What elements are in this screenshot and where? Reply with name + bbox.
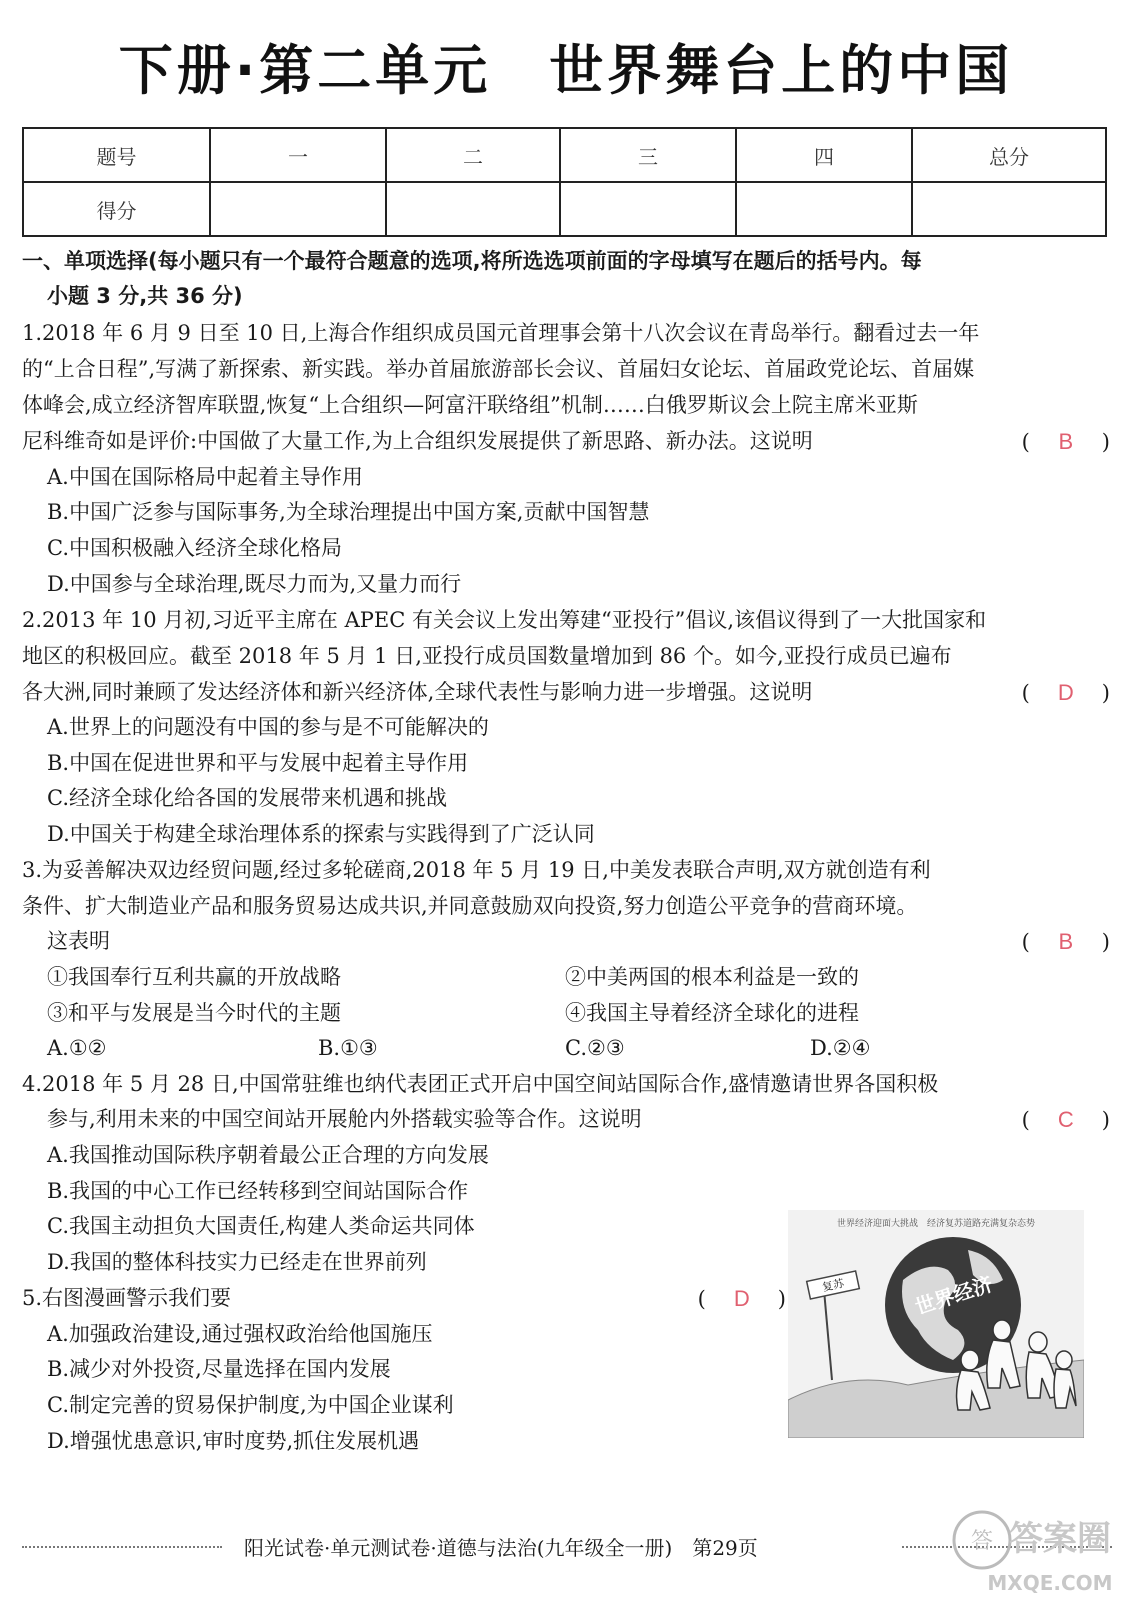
option: C.②③ bbox=[565, 1036, 625, 1060]
answer-letter: C bbox=[1057, 1107, 1074, 1132]
score-table-cell: 四 bbox=[736, 128, 912, 182]
option: D.中国参与全球治理,既尽力而为,又量力而行 bbox=[47, 572, 462, 596]
question-1-text: 体峰会,成立经济智库联盟,恢复“上合组织—阿富汗联络组”机制……白俄罗斯议会上院主席米亚斯 bbox=[22, 393, 918, 417]
svg-text:答: 答 bbox=[970, 1529, 994, 1554]
section-heading-cont: 小题 3 分,共 36 分) bbox=[47, 284, 243, 308]
answer-bracket: ( B ) bbox=[1022, 924, 1110, 960]
statement: ①我国奉行互利共赢的开放战略 bbox=[47, 965, 341, 989]
globe-label: 世界经济 bbox=[912, 1271, 996, 1320]
score-table-cell: 得分 bbox=[23, 182, 210, 236]
statement: ④我国主导着经济全球化的进程 bbox=[565, 1001, 859, 1025]
watermark-text: 答案圈 bbox=[1009, 1519, 1111, 1559]
option: C.我国主动担负大国责任,构建人类命运共同体 bbox=[47, 1214, 475, 1238]
score-table-score-row bbox=[23, 182, 1106, 236]
option: C.经济全球化给各国的发展带来机遇和挑战 bbox=[47, 786, 447, 810]
answer-bracket: ( B ) bbox=[1022, 424, 1110, 460]
option: B.减少对外投资,尽量选择在国内发展 bbox=[47, 1357, 391, 1381]
score-input-cell[interactable] bbox=[386, 182, 560, 236]
footer-divider bbox=[22, 1546, 222, 1548]
question-1-text: 1.2018 年 6 月 9 日至 10 日,上海合作组织成员国元首理事会第十八次会议在青岛举行。翻看过去一年 bbox=[22, 321, 980, 345]
option: A.中国在国际格局中起着主导作用 bbox=[47, 465, 363, 489]
question-4-text: 4.2018 年 5 月 28 日,中国常驻维也纳代表团正式开启中国空间站国际合作,盛情邀请世界各国积极 bbox=[22, 1072, 939, 1096]
answer-bracket: ( C ) bbox=[1022, 1102, 1110, 1138]
option: D.中国关于构建全球治理体系的探索与实践得到了广泛认同 bbox=[47, 822, 595, 846]
section-heading: 一、单项选择(每小题只有一个最符合题意的选项,将所选选项前面的字母填写在题后的括号内。每 bbox=[22, 249, 922, 273]
watermark-url: MXQE.COM bbox=[987, 1571, 1113, 1595]
option: C.中国积极融入经济全球化格局 bbox=[47, 536, 342, 560]
cartoon-caption: 世界经济迎面大挑战 经济复苏道路充满复杂态势 bbox=[836, 1219, 1036, 1229]
score-table-cell: 题号 bbox=[23, 128, 210, 182]
option: D.增强忧患意识,审时度势,抓住发展机遇 bbox=[47, 1429, 420, 1453]
score-input-cell[interactable] bbox=[560, 182, 736, 236]
question-2-text: 各大洲,同时兼顾了发达经济体和新兴经济体,全球代表性与影响力进一步增强。这说明 bbox=[22, 680, 813, 704]
statement: ③和平与发展是当今时代的主题 bbox=[47, 1001, 341, 1025]
answer-bracket: ( D ) bbox=[698, 1281, 786, 1317]
answer-letter: B bbox=[1058, 429, 1074, 454]
score-table-cell: 二 bbox=[386, 128, 560, 182]
score-table-cell: 三 bbox=[560, 128, 736, 182]
option: D.②④ bbox=[810, 1036, 871, 1060]
score-input-cell[interactable] bbox=[912, 182, 1106, 236]
option: B.①③ bbox=[318, 1036, 378, 1060]
cartoon-illustration bbox=[788, 1210, 1084, 1438]
answer-letter: B bbox=[1058, 929, 1074, 954]
question-3-text: 3.为妥善解决双边经贸问题,经过多轮磋商,2018 年 5 月 19 日,中美发表联合声明,双方就创造有利 bbox=[22, 858, 931, 882]
question-3-text: 条件、扩大制造业产品和服务贸易达成共识,并同意鼓励双向投资,努力创造公平竞争的营商环境。 bbox=[22, 894, 918, 918]
option: A.加强政治建设,通过强权政治给他国施压 bbox=[47, 1322, 433, 1346]
option: A.①② bbox=[47, 1036, 107, 1060]
answer-letter: D bbox=[1057, 680, 1074, 705]
option: A.我国推动国际秩序朝着最公正合理的方向发展 bbox=[47, 1143, 489, 1167]
question-1-text: 尼科维奇如是评价:中国做了大量工作,为上合组织发展提供了新思路、新办法。这说明 bbox=[22, 429, 813, 453]
question-2-text: 2.2013 年 10 月初,习近平主席在 APEC 有关会议上发出筹建“亚投行”倡议,该倡议得到了一大批国家和 bbox=[22, 608, 987, 632]
option: C.制定完善的贸易保护制度,为中国企业谋利 bbox=[47, 1393, 454, 1417]
footer-text: 阳光试卷·单元测试卷·道德与法治(九年级全一册) 第29页 bbox=[244, 1536, 758, 1560]
score-input-cell[interactable] bbox=[736, 182, 912, 236]
option: A.世界上的问题没有中国的参与是不可能解决的 bbox=[47, 715, 489, 739]
question-3-text: 这表明 bbox=[47, 929, 110, 953]
score-input-cell[interactable] bbox=[210, 182, 386, 236]
question-5-text: 5.右图漫画警示我们要 bbox=[22, 1286, 232, 1310]
score-table-header-row bbox=[23, 128, 1106, 182]
score-table-cell: 一 bbox=[210, 128, 386, 182]
question-2-text: 地区的积极回应。截至 2018 年 5 月 1 日,亚投行成员国数量增加到 86 个。如今,亚投行成员已遍布 bbox=[22, 644, 952, 668]
statement: ②中美两国的根本利益是一致的 bbox=[565, 965, 859, 989]
score-table-cell: 总分 bbox=[912, 128, 1106, 182]
sign-label: 复苏 bbox=[820, 1276, 846, 1295]
answer-letter: D bbox=[733, 1286, 750, 1311]
watermark-logo bbox=[940, 1500, 1130, 1598]
page-title: 下册·第二单元 世界舞台上的中国 bbox=[118, 39, 1014, 102]
question-4-text: 参与,利用未来的中国空间站开展舱内外搭载实验等合作。这说明 bbox=[47, 1107, 642, 1131]
option: D.我国的整体科技实力已经走在世界前列 bbox=[47, 1250, 427, 1274]
question-1-text: 的“上合日程”,写满了新探索、新实践。举办首届旅游部长会议、首届妇女论坛、首届政党论坛、首届媒 bbox=[22, 357, 975, 381]
option: B.中国广泛参与国际事务,为全球治理提出中国方案,贡献中国智慧 bbox=[47, 500, 650, 524]
score-table bbox=[22, 127, 1107, 237]
option: B.中国在促进世界和平与发展中起着主导作用 bbox=[47, 751, 469, 775]
option: B.我国的中心工作已经转移到空间站国际合作 bbox=[47, 1179, 469, 1203]
answer-bracket: ( D ) bbox=[1022, 675, 1110, 711]
